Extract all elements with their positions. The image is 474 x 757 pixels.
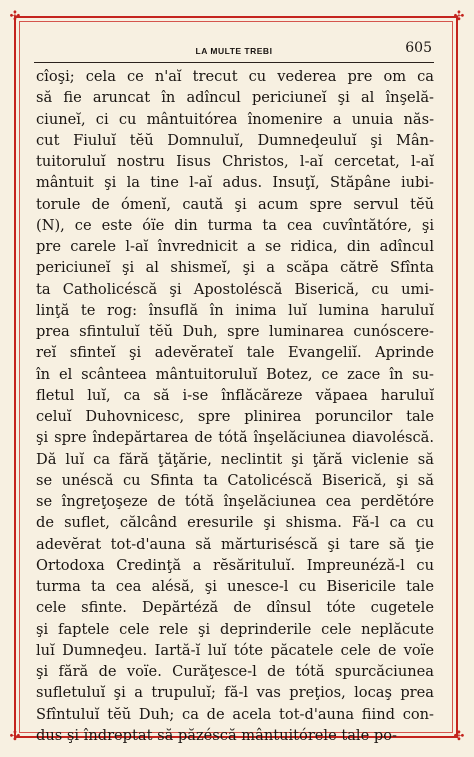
text-line: şi spre îndepărtarea de tótă înşelăciunea diavoléscă.: [36, 429, 434, 447]
text-line: se unéscă cu Sfinta ta Catolicéscă Biserică, şi să: [36, 471, 434, 489]
text-line: periciuneĭ şi al shismeĭ, şi a scăpa cătrĕ Sfînta: [36, 259, 434, 277]
text-line: torule de ómenĭ, caută şi acum spre servul tĕŭ: [36, 195, 434, 213]
text-line: luĭ Dumneḑeu. Iartă-ĭ luĭ tóte păcatele cele de voïe: [36, 641, 434, 659]
text-line: şi faptele cele rele şi deprinderile cele neplăcute: [36, 620, 434, 638]
text-line: ta Catholicéscă şi Apostoléscă Biserică, cu umi-: [36, 280, 434, 298]
text-line: cele sfinte. Depărtéză de dînsul tóte cugetele: [36, 599, 434, 617]
text-line: ciuneĭ, ci cu mântuitórea înomenire a unuia năs-: [36, 110, 434, 128]
text-line: linţă te rog: însuflă în inima luĭ lumina haruluĭ: [36, 301, 434, 319]
text-line: sufletuluĭ şi a trupuluĭ; fă-l vas preţios, locaş prea: [36, 684, 434, 702]
body-text: [36, 66, 434, 746]
text-line: mântuit şi la tine l-aĭ adus. Insuţĭ, Stăpâne iubi-: [36, 174, 434, 192]
text-line: dus şi îndreptat să păzéscă mântuitórele tale po-: [36, 726, 397, 744]
corner-ornament-icon: ✣: [453, 9, 465, 24]
text-line: (N), ce este óïe din turma ta cea cuvîntătóre, şi: [36, 216, 434, 234]
text-line: cut Fiuluĭ tĕŭ Domnuluĭ, Dumneḑeuluĭ şi Mân-: [36, 131, 434, 149]
text-line: şi fără de voïe. Curăţesce-l de tótă spurcăciunea: [36, 663, 434, 680]
text-line: de suflet, călcând eresurile şi shisma. Fă-l ca cu: [36, 514, 434, 532]
text-line: fletul luĭ, ca să i-se înflăcăreze văpaea haruluĭ: [36, 386, 434, 404]
text-line: Sfîntuluĭ tĕŭ Duh; ca de acela tot-d'auna fiind con-: [36, 705, 434, 723]
text-line: turma ta cea alésă, şi unesce-l cu Bisericile tale: [36, 578, 434, 595]
page-number: 605: [405, 40, 432, 56]
text-line: prea sfintuluĭ tĕŭ Duh, spre luminarea cunóscere-: [36, 323, 434, 340]
text-line: în el scânteea mântuitoruluĭ Botez, ce zace în su-: [36, 365, 434, 383]
text-line: Dă luĭ ca fără ţăţărie, neclintit şi ţără viclenie să: [36, 450, 434, 468]
corner-ornament-icon: ✣: [453, 729, 465, 744]
corner-ornament-icon: ✣: [9, 729, 21, 744]
corner-ornament-icon: ✣: [9, 9, 21, 24]
text-line: pre carele l-aĭ învrednicit a se ridica, din adîncul: [36, 238, 434, 255]
running-title: LA MULTE TREBI: [195, 46, 273, 56]
text-line: tuitoruluĭ nostru Iisus Christos, l-aĭ cercetat, l-aĭ: [36, 153, 434, 170]
text-line: reĭ sfinteĭ şi adevĕrateĭ tale Evangeliĭ. Aprinde: [36, 344, 434, 362]
text-line: celuĭ Duhovnicesc, spre plinirea poruncilor tale: [36, 408, 434, 425]
text-line: Ortodoxa Credinţă a rĕsărituluĭ. Impreunéză-l cu: [36, 556, 434, 574]
text-line: să fie aruncat în adîncul periciuneĭ şi al înşelă-: [36, 89, 434, 107]
page-header: [34, 40, 434, 63]
text-line: cîoşi; cela ce n'aĭ trecut cu vederea pre om ca: [36, 68, 434, 85]
text-line: se îngreţoşeze de tótă înşelăciunea cea perdĕtóre: [36, 493, 434, 510]
text-line: adevĕrat tot-d'auna să mărturiséscă şi tare să ţie: [36, 535, 434, 553]
